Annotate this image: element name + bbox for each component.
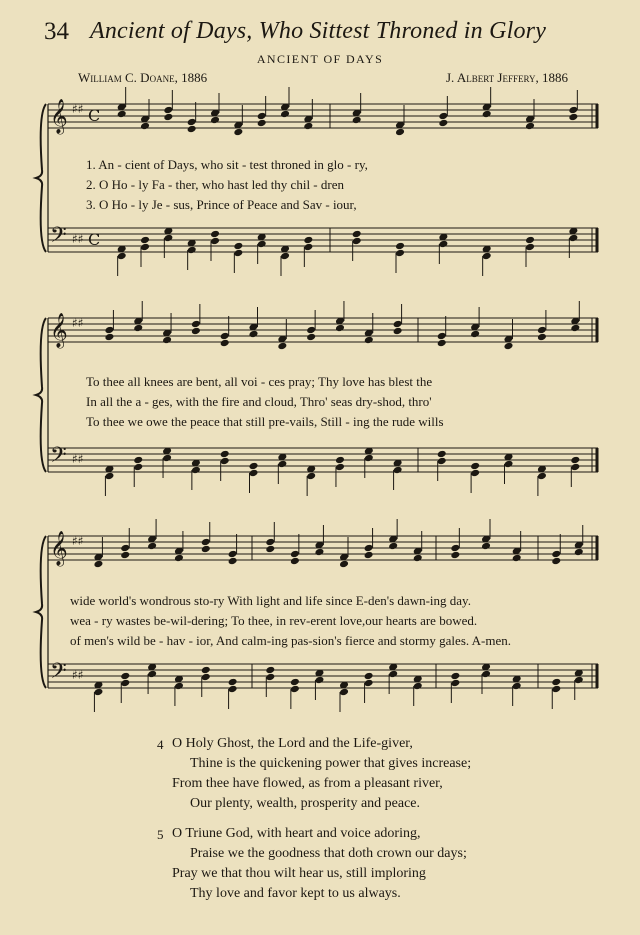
treble-note [249,330,259,339]
key-signature-icon: ♯♯ [72,452,84,466]
verse-number: 4 [157,737,164,752]
bass-note [133,463,143,472]
treble-clef-icon: 𝄞 [50,313,68,348]
bass-note [570,456,580,465]
treble-note [201,538,211,547]
bass-note [364,454,374,463]
bass-note [277,460,287,469]
treble-note [537,333,547,342]
bass-note [482,252,492,261]
verse-line: From thee have flowed, as from a pleasant river, [172,776,443,791]
treble-note [568,106,578,115]
bass-note [413,682,423,691]
bass-note [388,670,398,679]
bass-note [120,672,130,681]
treble-note [574,548,584,557]
verse-line: Praise we the goodness that doth crown our days; [190,846,467,861]
bass-note [537,472,547,481]
verse-line: Pray we that thou wilt hear us, still imploring [172,866,426,881]
bass-note [314,676,324,685]
bass-note [352,230,362,239]
tune-name: ANCIENT OF DAYS [256,52,384,66]
treble-note [147,542,157,551]
bass-note [233,249,243,258]
bass-note [470,469,480,478]
bass-note [104,472,114,481]
treble-note [339,560,349,569]
treble-note [438,119,448,128]
treble-note [450,551,460,560]
bass-note [551,685,561,694]
treble-note [290,557,300,566]
bass-note [574,676,584,685]
bass-clef-icon: 𝄢 [50,223,67,253]
treble-note [162,336,172,345]
lyric-line: wide world's wondrous sto-ry With light and life since E-den's dawn-ing day. [70,593,471,608]
verse-line: O Triune God, with heart and voice adoring, [172,826,421,841]
treble-note [174,554,184,563]
bass-note [228,678,238,687]
treble-note [257,112,267,121]
bass-note [201,666,211,675]
treble-note [512,554,522,563]
bass-clef-icon: 𝄢 [50,443,67,473]
treble-note [120,544,130,553]
treble-note [163,106,173,115]
bass-note [568,234,578,243]
lyric-line: wea - ry wastes be-wil-dering; To thee, in rev-erent love,our hearts are bowed. [70,613,478,628]
treble-note [228,557,238,566]
composer-credit: J. Albert Jeffery, 1886 [445,70,568,85]
bass-note [249,462,259,471]
bass-note [163,234,173,243]
bass-note [140,243,150,252]
treble-note [220,339,230,348]
bass-note [290,678,300,687]
bass-note [395,249,405,258]
treble-note [104,326,114,335]
treble-note [201,545,211,554]
lyric-line: In all the a - ges, with the fire and cloud, Thro' seas dry-shod, thro' [86,394,432,409]
verse-line: O Holy Ghost, the Lord and the Life-giver, [172,736,413,751]
bass-note [93,688,103,697]
bass-note [450,679,460,688]
treble-note [140,122,150,131]
treble-note [413,554,423,563]
bass-note [174,682,184,691]
treble-note [133,324,143,333]
bass-note [335,463,345,472]
hymn-number: 34 [44,18,69,45]
bass-note [220,457,230,466]
lyric-line: To thee all knees are bent, all voi - ces pray; Thy love has blest the [86,374,433,389]
treble-note [335,324,345,333]
treble-note [117,110,127,119]
bass-note [249,469,259,478]
bass-note [512,682,522,691]
bass-note [265,673,275,682]
treble-note [210,116,220,125]
bass-note [120,679,130,688]
treble-note [220,332,230,341]
treble-note [187,125,197,134]
lyric-line: 2. O Ho - ly Fa - ther, who hast led thy chil - dren [86,177,344,192]
key-signature-icon: ♯♯ [72,232,84,246]
bass-note [233,242,243,251]
treble-note [570,324,580,333]
bass-note [438,240,448,249]
treble-clef-icon: 𝄞 [50,99,68,134]
bass-note [352,237,362,246]
lyric-line: 1. An - cient of Days, who sit - test throned in glo - ry, [86,157,368,172]
treble-note [280,110,290,119]
treble-note [290,550,300,559]
key-signature-icon: ♯♯ [72,534,84,548]
treble-note [187,118,197,127]
treble-note [233,128,243,137]
bass-note [339,688,349,697]
treble-note [277,342,287,351]
bass-note [228,685,238,694]
treble-note [93,560,103,569]
treble-note [482,110,492,119]
bass-note [303,236,313,245]
treble-note [120,551,130,560]
bass-note [470,462,480,471]
author-credit: William C. Doane, 1886 [78,70,208,85]
lyric-line: of men's wild be - hav - ior, And calm-ing pas-sion's fierce and stormy gales. A-men. [70,633,512,648]
treble-note [438,112,448,121]
verse-number: 5 [157,827,164,842]
treble-note [364,551,374,560]
bass-note [117,252,127,261]
bass-note [147,670,157,679]
treble-note [364,544,374,553]
time-signature-icon: C [88,106,101,125]
treble-note [163,113,173,122]
system-brace [36,104,46,252]
treble-note [504,342,514,351]
treble-note [470,330,480,339]
treble-note [191,327,201,336]
bass-note [220,450,230,459]
treble-note [551,557,561,566]
bass-note [187,246,197,255]
hymn-title: Ancient of Days, Who Sittest Throned in Glory [90,18,547,44]
bass-note [450,672,460,681]
treble-note [481,542,491,551]
treble-note [525,122,535,131]
bass-note [364,672,374,681]
bass-note [395,242,405,251]
treble-note [568,113,578,122]
lyric-line: To thee we owe the peace that still pre-vails, Still - ing the rude wills [86,414,444,429]
treble-note [257,119,267,128]
bass-note [393,466,403,475]
treble-note [306,333,316,342]
verse-line: Thine is the quickening power that gives increase; [190,756,472,771]
treble-note [265,538,275,547]
bass-note [525,236,535,245]
system-brace [36,536,46,688]
treble-note [191,320,201,329]
time-signature-icon: C [88,230,101,249]
lyric-line: 3. O Ho - ly Je - sus, Prince of Peace and Sav - iour, [86,197,357,212]
treble-note [352,116,362,125]
bass-note [133,456,143,465]
verse-line: Our plenty, wealth, prosperity and peace. [190,796,421,811]
bass-note [201,673,211,682]
bass-note [280,252,290,261]
treble-note [393,320,403,329]
key-signature-icon: ♯♯ [72,316,84,330]
verse-line: Thy love and favor kept to us always. [190,886,401,901]
bass-note [290,685,300,694]
bass-note [303,243,313,252]
treble-note [228,550,238,559]
bass-note [481,670,491,679]
treble-note [306,326,316,335]
treble-note [450,544,460,553]
bass-note [306,472,316,481]
bass-note [437,457,447,466]
bass-note [140,236,150,245]
treble-note [551,550,561,559]
treble-note [265,545,275,554]
treble-note [314,548,324,557]
bass-clef-icon: 𝄢 [50,659,67,689]
bass-note [525,243,535,252]
system-brace [36,318,46,472]
treble-clef-icon: 𝄞 [50,531,68,566]
bass-note [437,450,447,459]
treble-note [393,327,403,336]
bass-note [504,460,514,469]
bass-note [191,466,201,475]
bass-note [265,666,275,675]
treble-note [104,333,114,342]
treble-note [364,336,374,345]
bass-note [570,463,580,472]
treble-note [388,542,398,551]
bass-note [551,678,561,687]
treble-note [437,332,447,341]
key-signature-icon: ♯♯ [72,102,84,116]
key-signature-icon: ♯♯ [72,668,84,682]
treble-note [395,128,405,137]
treble-note [537,326,547,335]
bass-note [335,456,345,465]
bass-note [364,679,374,688]
treble-note [437,339,447,348]
bass-note [210,237,220,246]
bass-note [210,230,220,239]
bass-note [162,454,172,463]
treble-note [303,122,313,131]
bass-note [257,240,267,249]
